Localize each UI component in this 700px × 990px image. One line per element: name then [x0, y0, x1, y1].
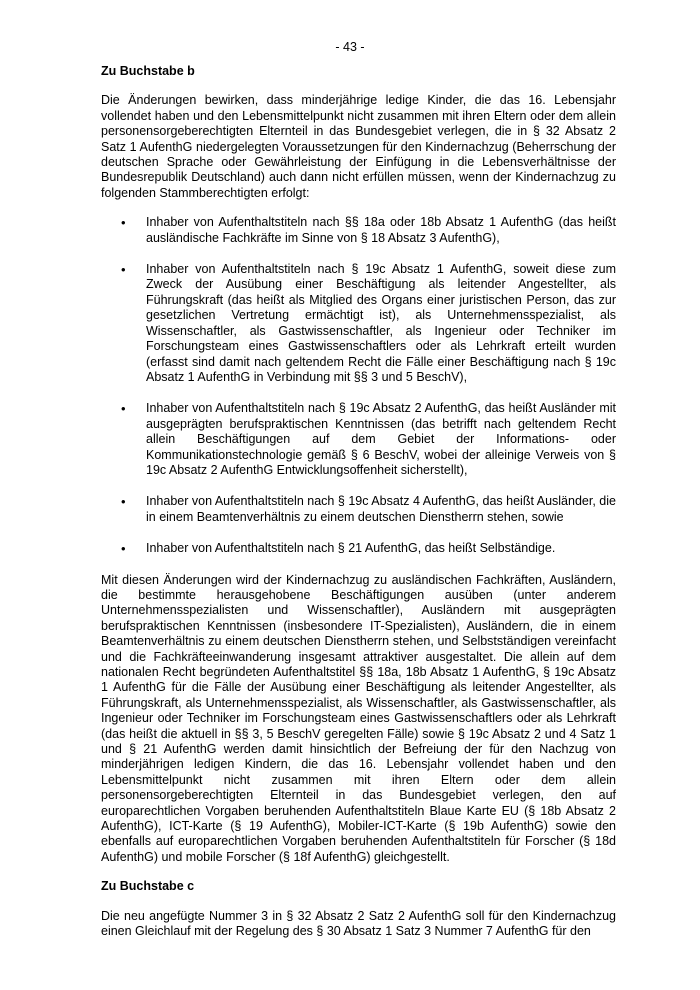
section-b-heading: Zu Buchstabe b	[101, 64, 195, 78]
bullet-icon: •	[121, 215, 126, 231]
list-item-text: Inhaber von Aufenthaltstiteln nach § 19c Absatz 2 AufenthG, das heißt Ausländer mit ausgeprägten berufspraktischen Kenntnissen (das betrifft nach geltendem Recht allein Beschäftigungen auf dem Gebiet der Informations- oder Kommunikationstechnologie gemäß § 6 BeschV, wobei der alleinige Verweis von § 19c Absatz 2 AufenthG Entwicklungsoffenheit sicherstellt),	[146, 401, 616, 477]
list-item-text: Inhaber von Aufenthaltstiteln nach § 19c Absatz 4 AufenthG, das heißt Ausländer, die in einem Beamtenverhältnis zu einem deutschen Dienstherrn stehen, sowie	[146, 494, 616, 524]
list-item-text: Inhaber von Aufenthaltstiteln nach §§ 18a oder 18b Absatz 1 AufenthG (das heißt ausländische Fachkräfte im Sinne von § 18 Absatz 3 AufenthG),	[146, 215, 616, 245]
section-c-heading: Zu Buchstabe c	[101, 879, 195, 894]
document-body	[101, 64, 616, 954]
list-item-text: Inhaber von Aufenthaltstiteln nach § 21 AufenthG, das heißt Selbständige.	[146, 541, 556, 556]
list-item	[101, 401, 616, 478]
bullet-icon: •	[121, 541, 126, 557]
beneficiary-list	[101, 215, 616, 556]
list-item	[101, 215, 616, 246]
list-item-text: Inhaber von Aufenthaltstiteln nach § 19c Absatz 1 AufenthG, soweit diese zum Zweck der Ausübung einer Beschäftigung als leitender Angestellter, als Führungskraft (das heißt als Mitglied des Organs einer juristischen Person, das zur gesetzlichen Vertretung ermächtigt ist), als Unternehmensspezialist, als Wissenschaftler, als Gastwissenschaftler, als Ingenieur oder Techniker im Forschungsteam eines Gastwissenschaftlers oder als Lehrkraft erteilt wurden (erfasst sind damit nach geltendem Recht die Fälle einer Beschäftigung nach § 19c Absatz 1 AufenthG in Verbindung mit §§ 3 und 5 BeschV),	[146, 262, 616, 384]
bullet-icon: •	[121, 494, 126, 510]
list-item	[101, 494, 616, 525]
page-number: - 43 -	[335, 40, 365, 54]
section-b-intro: Die Änderungen bewirken, dass minderjährige ledige Kinder, die das 16. Lebensjahr vollendet haben und den Lebensmittelpunkt nicht zusammen mit ihren Eltern oder dem allein personensorgeberechtigten Elternteil in das Bundesgebiet verlegen, die in § 32 Absatz 2 Satz 1 AufenthG niedergelegten Voraussetzungen für den Kindernachzug (Beherrschung der deutschen Sprache oder Gewährleistung der Einfügung in die Lebensverhältnisse der Bundesrepublik Deutschland) auch dann nicht erfüllen müssen, wenn der Kindernachzug zu folgenden Stammberechtigten erfolgt:	[101, 93, 616, 200]
section-c-text: Die neu angefügte Nummer 3 in § 32 Absatz 2 Satz 2 AufenthG soll für den Kindernachzug einen Gleichlauf mit der Regelung des § 30 Absatz 1 Satz 3 Nummer 7 AufenthG für den	[101, 908, 616, 939]
list-item	[101, 262, 616, 385]
list-item	[101, 541, 616, 556]
bullet-icon: •	[121, 262, 126, 278]
bullet-icon: •	[121, 401, 126, 417]
section-b-closing: Mit diesen Änderungen wird der Kindernachzug zu ausländischen Fachkräften, Ausländern, die bestimmte herausgehobene Beschäftigungen ausüben (unter anderem Unternehmensspezialisten und Wissenschaftler), Ausländern mit ausgeprägten berufspraktischen Kenntnissen (insbesondere IT-Spezialisten), Ausländern, die in einem Beamtenverhältnis zu einem deutschen Dienstherrn stehen, und Selbstständigen vereinfacht und die Fachkräfteeinwanderung insgesamt attraktiver ausgestaltet. Die allein auf dem nationalen Recht begründeten Aufenthaltstitel §§ 18a, 18b Absatz 1 AufenthG, § 19c Absatz 1 AufenthG für die Fälle der Ausübung einer Beschäftigung als leitender Angestellter, als Führungskraft, als Unternehmensspezialist, als Wissenschaftler, als Gastwissenschaftler, als Ingenieur oder Techniker im Forschungsteam eines Gastwissenschaftlers oder als Lehrkraft (das heißt die aktuell in §§ 3, 5 BeschV geregelten Fälle) sowie § 19c Absatz 2 und 4 Satz 1 und § 21 AufenthG werden damit hinsichtlich der Befreiung der für den Nachzug von minderjährigen ledigen Kindern, die das 16. Lebensjahr vollendet haben und den Lebensmittelpunkt nicht zusammen mit ihren Eltern oder dem allein personensorgeberechtigten Elternteil in das Bundesgebiet verlegen, den auf europarechtlichen Vorgaben beruhenden Aufenthaltstiteln Blaue Karte EU (§ 18b Absatz 2 AufenthG), ICT-Karte (§ 19 AufenthG), Mobiler-ICT-Karte (§ 19b AufenthG) sowie den ebenfalls auf europarechtlichen Vorgaben beruhenden Aufenthaltstiteln für Forscher (§ 18d AufenthG) und mobile Forscher (§ 18f AufenthG) gleichgestellt.	[101, 572, 616, 864]
